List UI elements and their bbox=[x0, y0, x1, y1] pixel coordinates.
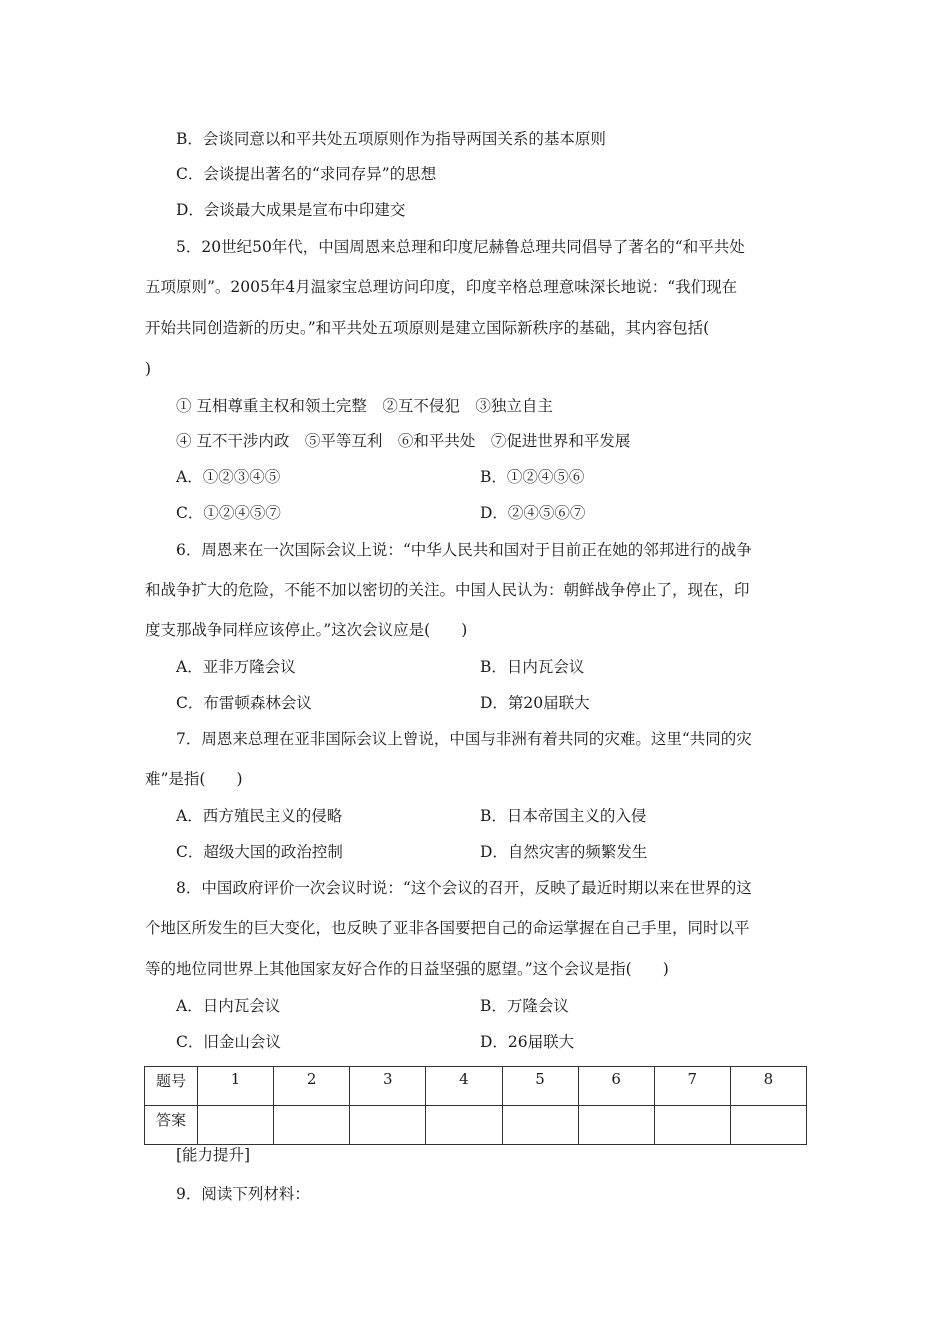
q5-items-line-2: ④ 互不干涉内政 ⑤平等互利 ⑥和平共处 ⑦促进世界和平发展 bbox=[176, 432, 631, 450]
answer-cell[interactable] bbox=[578, 1106, 654, 1145]
q9-intro: 9．阅读下列材料： bbox=[176, 1185, 310, 1203]
table-row-numbers bbox=[145, 1067, 807, 1106]
q8-stem-line-1: 8．中国政府评价一次会议时说：“这个会议的召开，反映了最近时期以来在世界的这 bbox=[176, 879, 752, 897]
q6-stem-line-2: 和战争扩大的危险，不能不加以密切的关注。中国人民认为：朝鲜战争停止了，现在，印 bbox=[145, 581, 750, 599]
q5-option-b: B．①②④⑤⑥ bbox=[480, 468, 585, 486]
q6-option-a: A．亚非万隆会议 bbox=[176, 658, 296, 676]
question-number-cell: 7 bbox=[654, 1067, 730, 1106]
q6-stem-line-3: 度支那战争同样应该停止。”这次会议应是( ) bbox=[145, 621, 468, 639]
answer-cell[interactable] bbox=[274, 1106, 350, 1145]
q7-stem-line-2: 难”是指( ) bbox=[145, 770, 243, 788]
q5-items-line-1: ① 互相尊重主权和领土完整 ②互不侵犯 ③独立自主 bbox=[176, 397, 553, 415]
answer-cell[interactable] bbox=[198, 1106, 274, 1145]
q6-option-d: D．第20届联大 bbox=[480, 694, 590, 712]
row-label-question-number: 题号 bbox=[145, 1067, 198, 1106]
question-number-cell: 8 bbox=[730, 1067, 806, 1106]
q5-option-c: C．①②④⑤⑦ bbox=[176, 504, 281, 522]
section-title: [能力提升] bbox=[176, 1146, 251, 1164]
q8-option-d: D．26届联大 bbox=[480, 1033, 575, 1051]
q8-option-a: A．日内瓦会议 bbox=[176, 997, 281, 1015]
question-number-cell: 3 bbox=[350, 1067, 426, 1106]
question-number-cell: 2 bbox=[274, 1067, 350, 1106]
q7-stem-line-1: 7．周恩来总理在亚非国际会议上曾说，中国与非洲有着共同的灾难。这里“共同的灾 bbox=[176, 730, 752, 748]
q5-option-d: D．②④⑤⑥⑦ bbox=[480, 504, 586, 522]
row-label-answer: 答案 bbox=[145, 1106, 198, 1145]
q4-option-c: C．会谈提出著名的“求同存异”的思想 bbox=[176, 165, 437, 183]
q4-option-b: B．会谈同意以和平共处五项原则作为指导两国关系的基本原则 bbox=[176, 130, 606, 148]
q5-stem-line-1: 5．20世纪50年代，中国周恩来总理和印度尼赫鲁总理共同倡导了著名的“和平共处 bbox=[176, 238, 745, 256]
q8-option-c: C．旧金山会议 bbox=[176, 1033, 281, 1051]
answer-cell[interactable] bbox=[502, 1106, 578, 1145]
q5-stem-line-4: ) bbox=[145, 360, 152, 378]
q6-stem-line-1: 6．周恩来在一次国际会议上说：“中华人民共和国对于目前正在她的邻邦进行的战争 bbox=[176, 541, 752, 559]
answer-cell[interactable] bbox=[654, 1106, 730, 1145]
q5-option-a: A．①②③④⑤ bbox=[176, 468, 281, 486]
table-row-answers bbox=[145, 1106, 807, 1145]
answer-cell[interactable] bbox=[730, 1106, 806, 1145]
question-number-cell: 6 bbox=[578, 1067, 654, 1106]
q8-stem-line-2: 个地区所发生的巨大变化，也反映了亚非各国要把自己的命运掌握在自己手里，同时以平 bbox=[145, 919, 750, 937]
q6-option-c: C．布雷顿森林会议 bbox=[176, 694, 312, 712]
question-number-cell: 5 bbox=[502, 1067, 578, 1106]
question-number-cell: 1 bbox=[198, 1067, 274, 1106]
answer-cell[interactable] bbox=[350, 1106, 426, 1145]
q7-option-a: A．西方殖民主义的侵略 bbox=[176, 807, 343, 825]
q7-option-d: D．自然灾害的频繁发生 bbox=[480, 843, 648, 861]
answer-cell[interactable] bbox=[426, 1106, 502, 1145]
q7-option-c: C．超级大国的政治控制 bbox=[176, 843, 343, 861]
answer-table bbox=[144, 1066, 807, 1145]
q8-option-b: B．万隆会议 bbox=[480, 997, 569, 1015]
q8-stem-line-3: 等的地位同世界上其他国家友好合作的日益坚强的愿望。”这个会议是指( ) bbox=[145, 960, 669, 978]
q7-option-b: B．日本帝国主义的入侵 bbox=[480, 807, 647, 825]
q5-stem-line-2: 五项原则”。2005年4月温家宝总理访问印度，印度辛格总理意味深长地说：“我们现在 bbox=[145, 278, 738, 296]
q5-stem-line-3: 开始共同创造新的历史。”和平共处五项原则是建立国际新秩序的基础，其内容包括( bbox=[145, 319, 710, 337]
q6-option-b: B．日内瓦会议 bbox=[480, 658, 585, 676]
question-number-cell: 4 bbox=[426, 1067, 502, 1106]
q4-option-d: D．会谈最大成果是宣布中印建交 bbox=[176, 201, 406, 219]
